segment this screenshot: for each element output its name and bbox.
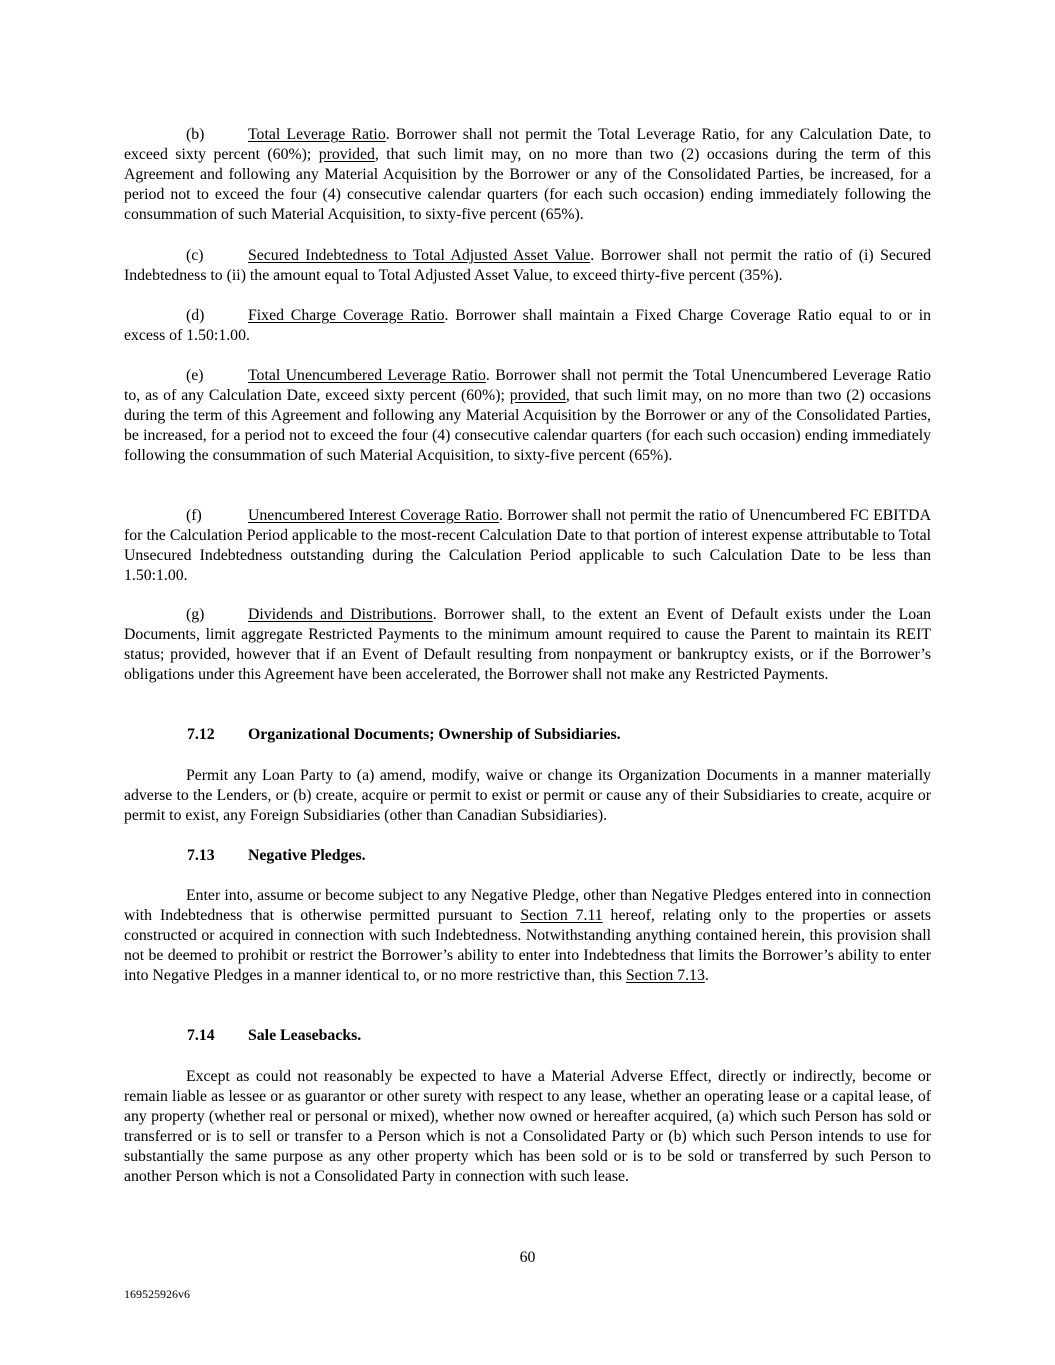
paragraph-text: . Borrower shall not permit the Total Leverage Ratio, for any Calculation Date, to exceed sixty percent (60%);	[124, 126, 932, 163]
section-heading-7-12	[187, 725, 621, 745]
paragraph-text: . Borrower shall not permit the ratio of Unencumbered FC EBITDA for the Calculation Period applicable to the most-recent Calculation Date to that portion of interest expense attributable to Total Unsecured Indebtedness outstanding during the Calculation Period applicable to such Calculation Date to be less than 1.50:1.00.	[124, 507, 931, 584]
paragraph-b	[124, 125, 931, 225]
paragraph-title: Unencumbered Interest Coverage Ratio	[248, 507, 499, 524]
paragraph-label: (e)	[186, 367, 204, 384]
paragraph-title: Total Leverage Ratio	[248, 126, 386, 143]
paragraph-title: Fixed Charge Coverage Ratio	[248, 307, 445, 324]
paragraph-label: (g)	[186, 606, 205, 623]
paragraph-c	[124, 246, 931, 286]
section-heading-7-13	[187, 846, 366, 866]
paragraph-label: (c)	[186, 247, 204, 264]
section-text: Enter into, assume or become subject to any Negative Pledge, other than Negative Pledges entered into in connection with Indebtedness that is otherwise permitted pursuant to	[124, 887, 931, 924]
section-text: Except as could not reasonably be expected to have a Material Adverse Effect, directly or indirectly, become or remain liable as lessee or as guarantor or other surety with respect to any lease, whether an operating lease or a capital lease, of any property (whether real or personal or mixed), whether now owned or hereafter acquired, (a) which such Person has sold or transferred or is to sell or transfer to a Person which is not a Consolidated Party or (b) which such Person intends to use for substantially the same purpose as any other property which has been sold or is to be sold or transferred by such Person to another Person which is not a Consolidated Party in connection with such lease.	[124, 1068, 931, 1185]
section-body-7-13	[124, 886, 931, 986]
paragraph-title: Dividends and Distributions	[248, 606, 433, 623]
paragraph-text: . Borrower shall not permit the ratio of (i) Secured Indebtedness to (ii) the amount equal to Total Adjusted Asset Value, to exceed thirty-five percent (35%).	[124, 247, 931, 284]
section-title: Negative Pledges.	[248, 847, 366, 864]
paragraph-text: . Borrower shall, to the extent an Event of Default exists under the Loan Documents, limit aggregate Restricted Payments to the minimum amount required to cause the Parent to maintain its REIT status; provided, however that if an Event of Default resulting from nonpayment or bankruptcy exists, or if the Borrower’s obligations under this Agreement have been accelerated, the Borrower shall not make any Restricted Payments.	[124, 606, 932, 683]
section-number: 7.13	[187, 847, 215, 864]
section-title: Sale Leasebacks.	[248, 1027, 362, 1044]
paragraph-label: (f)	[186, 507, 202, 524]
paragraph-label: (b)	[186, 126, 205, 143]
paragraph-f	[124, 506, 931, 586]
section-heading-7-14	[187, 1026, 361, 1046]
section-text: .	[704, 967, 709, 984]
section-reference-7-13: Section 7.13	[625, 967, 705, 984]
paragraph-text: , that such limit may, on no more than two (2) occasions during the term of this Agreement and following any Material Acquisition by the Borrower or any of the Consolidated Parties, be increased, for a period not to exceed the four (4) consecutive calendar quarters (for each such occasion) ending immediately following the consummation of such Material Acquisition, to sixty-five percent (65%).	[124, 146, 931, 223]
paragraph-text: . Borrower shall not permit the Total Unencumbered Leverage Ratio to, as of any Calculation Date, exceed sixty percent (60%);	[124, 367, 931, 404]
section-body-7-14	[124, 1067, 931, 1187]
paragraph-g	[124, 605, 931, 685]
section-reference-7-11: Section 7.11	[520, 907, 603, 924]
section-text: hereof, relating only to the properties or assets constructed or acquired in connection with such Indebtedness. Notwithstanding anything contained herein, this provision shall not be deemed to prohibit or restrict the Borrower’s ability to enter into Indebtedness that limits the Borrower’s ability to enter into Negative Pledges in a manner identical to, or no more restrictive than, this	[124, 907, 931, 984]
page-number: 60	[519, 1249, 536, 1266]
section-number: 7.12	[187, 726, 215, 743]
paragraph-title: Secured Indebtedness to Total Adjusted Asset Value	[248, 247, 591, 264]
paragraph-title: Total Unencumbered Leverage Ratio	[248, 367, 486, 384]
provided-term: provided	[318, 146, 375, 163]
paragraph-text: , that such limit may, on no more than two (2) occasions during the term of this Agreement and following any Material Acquisition by the Borrower or any of the Consolidated Parties, be increased, for a period not to exceed the four (4) consecutive calendar quarters (for each such occasion) ending immediately following the consummation of such Material Acquisition, to sixty-five percent (65%).	[124, 387, 932, 464]
section-text: Permit any Loan Party to (a) amend, modify, waive or change its Organization Documents in a manner materially adverse to the Lenders, or (b) create, acquire or permit to exist or permit or cause any of their Subsidiaries to create, acquire or permit to exist, any Foreign Subsidiaries (other than Canadian Subsidiaries).	[124, 767, 931, 824]
section-number: 7.14	[187, 1027, 215, 1044]
paragraph-d	[124, 306, 931, 346]
section-title: Organizational Documents; Ownership of Subsidiaries.	[248, 726, 621, 743]
document-id: 169525926v6	[124, 1287, 190, 1301]
provided-term: provided	[509, 387, 566, 404]
paragraph-label: (d)	[186, 307, 205, 324]
paragraph-e	[124, 366, 931, 466]
section-body-7-12	[124, 766, 931, 826]
paragraph-text: . Borrower shall maintain a Fixed Charge Coverage Ratio equal to or in excess of 1.50:1.00.	[124, 307, 931, 344]
